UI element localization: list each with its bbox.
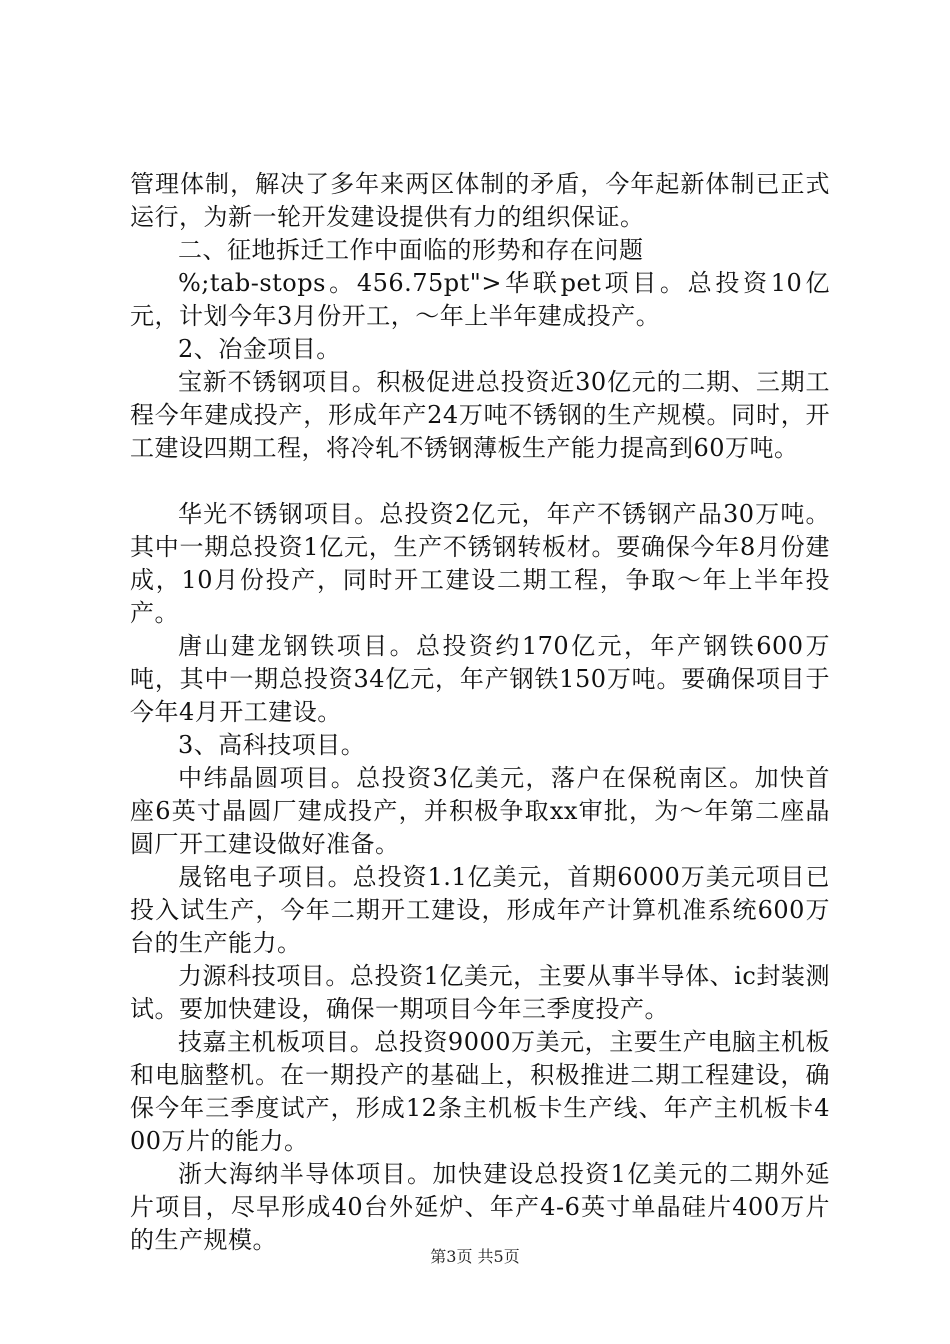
page-number-footer: 第3页 共5页 — [430, 1247, 520, 1266]
paragraph-zhongwei: 中纬晶圆项目。总投资3亿美元，落户在保税南区。加快首座6英寸晶圆厂建成投产，并积极争取xx审批，为～年第二座晶圆厂开工建设做好准备。 — [130, 764, 830, 858]
subheading-metallurgy: 2、冶金项目。 — [178, 335, 341, 363]
section-heading-2: 二、征地拆迁工作中面临的形势和存在问题 — [178, 236, 644, 264]
paragraph-continuation: 管理体制，解决了多年来两区体制的矛盾，今年起新体制已正式运行，为新一轮开发建设提供有力的组织保证。 — [130, 170, 830, 231]
document-body — [130, 168, 830, 1257]
paragraph-tangshan: 唐山建龙钢铁项目。总投资约170亿元，年产钢铁600万吨，其中一期总投资34亿元，年产钢铁150万吨。要确保项目于今年4月开工建设。 — [130, 632, 830, 726]
paragraph-zheda-haina: 浙大海纳半导体项目。加快建设总投资1亿美元的二期外延片项目，尽早形成40台外延炉、年产4-6英寸单晶硅片400万片的生产规模。 — [130, 1160, 830, 1254]
paragraph-baoxin: 宝新不锈钢项目。积极促进总投资近30亿元的二期、三期工程今年建成投产，形成年产24万吨不锈钢的生产规模。同时，开工建设四期工程，将冷轧不锈钢薄板生产能力提高到60万吨。 — [130, 368, 830, 462]
paragraph-liyuan: 力源科技项目。总投资1亿美元，主要从事半导体、ic封装测试。要加快建设，确保一期项目今年三季度投产。 — [130, 962, 830, 1023]
paragraph-shengming: 晟铭电子项目。总投资1.1亿美元，首期6000万美元项目已投入试生产，今年二期开工建设，形成年产计算机准系统600万台的生产能力。 — [130, 863, 830, 957]
paragraph-hualian-pet: %;tab-stops。456.75pt">华联pet项目。总投资10亿元，计划今年3月份开工，～年上半年建成投产。 — [130, 269, 830, 330]
subheading-high-tech: 3、高科技项目。 — [178, 731, 366, 759]
paragraph-jijia: 技嘉主机板项目。总投资9000万美元，主要生产电脑主机板和电脑整机。在一期投产的基础上，积极推进二期工程建设，确保今年三季度试产，形成12条主机板卡生产线、年产主机板卡400万片的能力。 — [130, 1028, 830, 1155]
paragraph-huaguang: 华光不锈钢项目。总投资2亿元，年产不锈钢产品30万吨。其中一期总投资1亿元，生产不锈钢转板材。要确保今年8月份建成，10月份投产，同时开工建设二期工程，争取～年上半年投产。 — [130, 500, 830, 627]
